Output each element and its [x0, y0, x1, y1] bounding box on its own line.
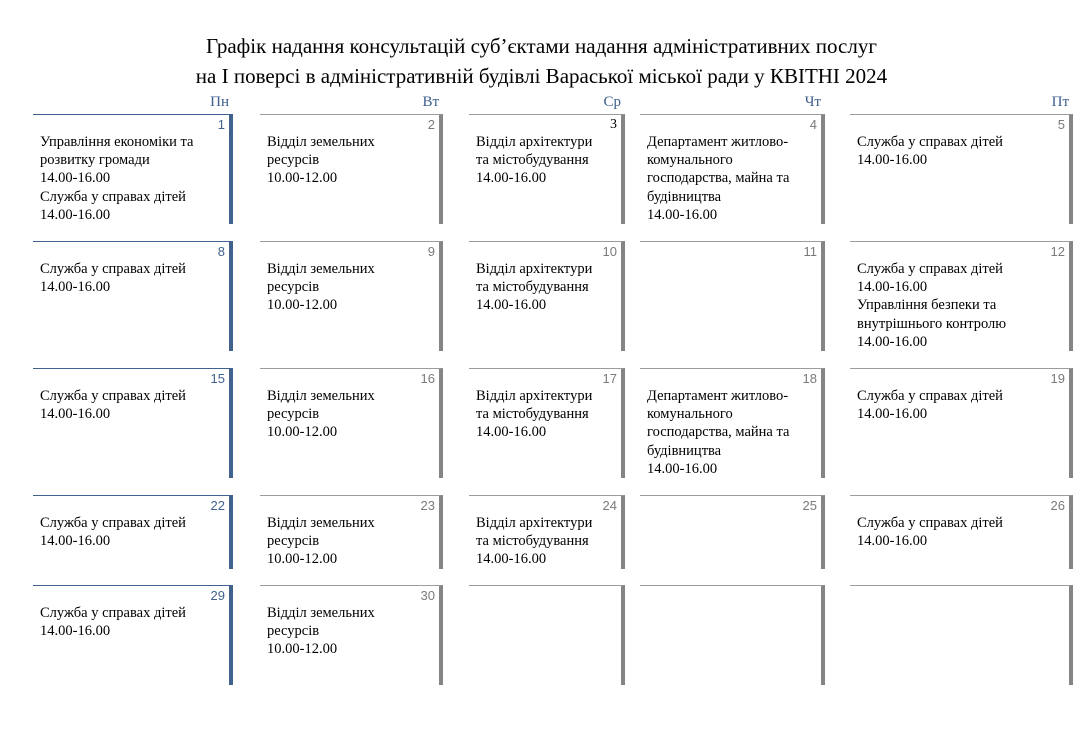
schedule-line: Відділ архітектури — [476, 134, 593, 150]
day-schedule — [647, 387, 789, 478]
schedule-line: 14.00-16.00 — [647, 460, 718, 477]
schedule-line: та містобудування — [476, 152, 589, 169]
schedule-line: Служба у справах дітей — [40, 605, 186, 621]
schedule-line: Служба у справах дітей — [857, 515, 1003, 531]
schedule-line: Управління економіки та — [40, 134, 194, 150]
schedule-line: Управління безпеки та — [857, 297, 997, 314]
schedule-line: розвитку громади — [40, 152, 150, 169]
day-cell-18 — [640, 368, 825, 478]
day-cell-empty — [469, 585, 625, 685]
day-cell-19 — [850, 368, 1073, 478]
schedule-line: 14.00-16.00 — [857, 152, 928, 169]
day-number: 1 — [217, 117, 225, 132]
schedule-line: будівництва — [647, 188, 722, 205]
schedule-line: комунального — [647, 152, 733, 169]
day-number: 9 — [427, 244, 435, 259]
schedule-line: ресурсів — [267, 533, 320, 550]
weekday-header-fri: Пт — [1051, 94, 1069, 110]
schedule-line: 10.00-12.00 — [267, 551, 338, 568]
day-number: 19 — [1050, 371, 1065, 386]
day-number: 23 — [420, 498, 435, 513]
schedule-line: Відділ земельних — [267, 605, 375, 621]
day-schedule — [857, 133, 1003, 169]
day-number: 10 — [602, 244, 617, 259]
schedule-line: 10.00-12.00 — [267, 297, 338, 314]
schedule-line: Відділ архітектури — [476, 515, 593, 531]
schedule-line: 14.00-16.00 — [476, 297, 547, 314]
schedule-line: Відділ земельних — [267, 134, 375, 150]
day-cell-29 — [33, 585, 233, 685]
day-number: 3 — [610, 117, 617, 132]
day-cell-empty — [640, 585, 825, 685]
day-schedule — [40, 387, 186, 423]
schedule-line: та містобудування — [476, 533, 589, 550]
day-schedule — [476, 260, 592, 315]
day-cell-4 — [640, 114, 825, 224]
schedule-line: Департамент житлово- — [647, 388, 789, 404]
day-schedule — [267, 514, 375, 569]
weekday-header-tue: Вт — [422, 94, 439, 110]
schedule-line: та містобудування — [476, 406, 589, 423]
day-number: 15 — [210, 371, 225, 386]
schedule-line: господарства, майна та — [647, 170, 790, 187]
day-cell-17 — [469, 368, 625, 478]
day-cell-3 — [469, 114, 625, 224]
day-number: 12 — [1050, 244, 1065, 259]
day-schedule — [267, 604, 375, 659]
day-schedule — [647, 133, 789, 224]
day-number: 26 — [1050, 498, 1065, 513]
schedule-line: 14.00-16.00 — [857, 533, 928, 550]
schedule-line: комунального — [647, 406, 733, 423]
day-number: 5 — [1057, 117, 1065, 132]
day-cell-11 — [640, 241, 825, 351]
schedule-line: та містобудування — [476, 279, 589, 296]
schedule-line: Відділ архітектури — [476, 261, 593, 277]
schedule-line: Служба у справах дітей — [857, 388, 1003, 404]
day-schedule — [267, 260, 375, 315]
schedule-line: 14.00-16.00 — [476, 170, 547, 187]
schedule-line: ресурсів — [267, 623, 320, 640]
day-cell-12 — [850, 241, 1073, 351]
schedule-line: 14.00-16.00 — [40, 623, 111, 640]
page-title: Графік надання консультацій суб’єктами надання адміністративних послуг — [206, 34, 877, 58]
day-schedule — [267, 133, 375, 188]
schedule-line: внутрішнього контролю — [857, 315, 1007, 332]
day-number: 4 — [809, 117, 817, 132]
day-cell-1 — [33, 114, 233, 224]
schedule-line: 10.00-12.00 — [267, 641, 338, 658]
day-number: 17 — [602, 371, 617, 386]
schedule-line: ресурсів — [267, 152, 320, 169]
schedule-line: Служба у справах дітей — [857, 261, 1003, 277]
schedule-line: 14.00-16.00 — [40, 406, 111, 423]
day-cell-24 — [469, 495, 625, 569]
day-cell-10 — [469, 241, 625, 351]
schedule-line: Служба у справах дітей — [40, 188, 186, 205]
day-number: 18 — [802, 371, 817, 386]
weekday-header-wed: Ср — [603, 94, 621, 110]
schedule-line: Відділ земельних — [267, 388, 375, 404]
day-cell-15 — [33, 368, 233, 478]
day-number: 11 — [803, 244, 817, 259]
day-schedule — [476, 387, 592, 442]
schedule-line: Департамент житлово- — [647, 134, 789, 150]
day-schedule — [857, 260, 1006, 351]
schedule-line: 14.00-16.00 — [40, 206, 111, 223]
schedule-line: Служба у справах дітей — [857, 134, 1003, 150]
schedule-line: 14.00-16.00 — [40, 170, 111, 187]
schedule-line: ресурсів — [267, 406, 320, 423]
day-number: 2 — [427, 117, 435, 132]
schedule-line: 10.00-12.00 — [267, 424, 338, 441]
schedule-line: Відділ архітектури — [476, 388, 593, 404]
day-number: 25 — [802, 498, 817, 513]
day-schedule — [857, 514, 1003, 550]
day-schedule — [40, 514, 186, 550]
schedule-line: 10.00-12.00 — [267, 170, 338, 187]
schedule-line: 14.00-16.00 — [857, 406, 928, 423]
schedule-line: господарства, майна та — [647, 424, 790, 441]
weekday-header-thu: Чт — [804, 94, 821, 110]
day-cell-9 — [260, 241, 443, 351]
schedule-line: 14.00-16.00 — [857, 279, 928, 296]
schedule-line: Служба у справах дітей — [40, 515, 186, 531]
day-cell-30 — [260, 585, 443, 685]
day-number: 29 — [210, 588, 225, 603]
day-schedule — [267, 387, 375, 442]
day-schedule — [476, 514, 592, 569]
day-cell-16 — [260, 368, 443, 478]
weekday-header-mon: Пн — [210, 94, 229, 110]
schedule-line: ресурсів — [267, 279, 320, 296]
day-schedule — [476, 133, 592, 188]
day-schedule — [40, 133, 193, 224]
day-number: 24 — [602, 498, 617, 513]
day-schedule — [40, 260, 186, 296]
schedule-line: 14.00-16.00 — [40, 279, 111, 296]
schedule-line: 14.00-16.00 — [857, 333, 928, 350]
schedule-line: 14.00-16.00 — [476, 551, 547, 568]
day-cell-23 — [260, 495, 443, 569]
schedule-line: 14.00-16.00 — [40, 533, 111, 550]
day-schedule — [40, 604, 186, 640]
schedule-line: Служба у справах дітей — [40, 388, 186, 404]
day-number: 22 — [210, 498, 225, 513]
day-cell-2 — [260, 114, 443, 224]
schedule-line: 14.00-16.00 — [476, 424, 547, 441]
day-cell-8 — [33, 241, 233, 351]
schedule-line: Служба у справах дітей — [40, 261, 186, 277]
schedule-line: Відділ земельних — [267, 261, 375, 277]
day-number: 30 — [420, 588, 435, 603]
day-cell-5 — [850, 114, 1073, 224]
day-cell-26 — [850, 495, 1073, 569]
day-schedule — [857, 387, 1003, 423]
day-cell-22 — [33, 495, 233, 569]
schedule-line: 14.00-16.00 — [647, 206, 718, 223]
day-cell-25 — [640, 495, 825, 569]
page-subtitle: на І поверсі в адміністративній будівлі Вараської міської ради у КВІТНІ 2024 — [195, 64, 888, 88]
day-number: 16 — [420, 371, 435, 386]
schedule-line: будівництва — [647, 442, 722, 459]
schedule-line: Відділ земельних — [267, 515, 375, 531]
day-number: 8 — [217, 244, 225, 259]
day-cell-empty — [850, 585, 1073, 685]
